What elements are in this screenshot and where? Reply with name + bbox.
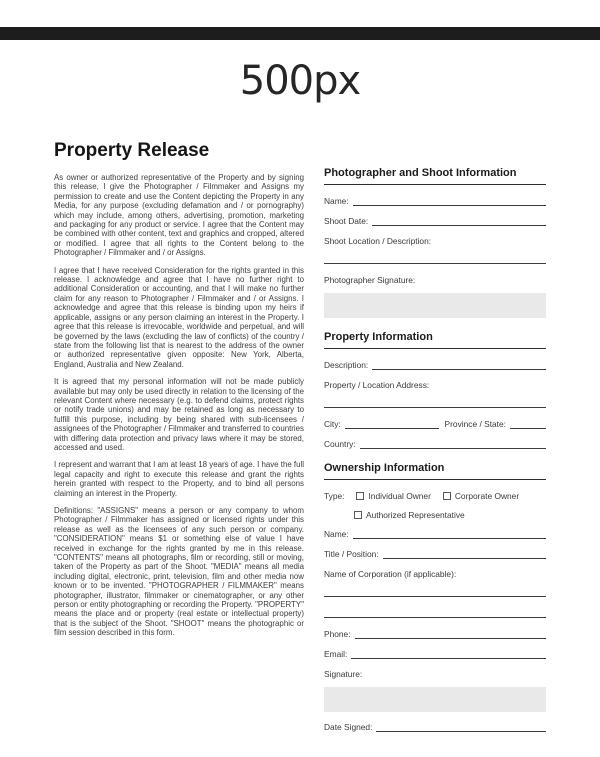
brand-logo: 500px bbox=[239, 58, 361, 104]
shoot-location-label: Shoot Location / Description: bbox=[324, 236, 432, 246]
page-title: Property Release bbox=[54, 140, 210, 161]
individual-owner-label: Individual Owner bbox=[368, 491, 431, 501]
property-description-input-line[interactable] bbox=[372, 361, 546, 370]
corporation-name-label: Name of Corporation (if applicable): bbox=[324, 569, 457, 579]
province-state-input-line[interactable] bbox=[510, 420, 546, 429]
owner-signature-label: Signature: bbox=[324, 669, 363, 679]
owner-name-field bbox=[324, 529, 546, 539]
corporate-owner-label: Corporate Owner bbox=[454, 491, 520, 501]
title-position-input-line[interactable] bbox=[383, 550, 546, 559]
shoot-date-input-line[interactable] bbox=[372, 217, 546, 226]
date-signed-field bbox=[324, 722, 546, 732]
section-heading-property: Property Information bbox=[324, 331, 546, 349]
title-position-label: Title / Position: bbox=[324, 549, 379, 559]
owner-type-field bbox=[324, 491, 546, 501]
checkbox-authorized-representative[interactable] bbox=[354, 511, 362, 519]
property-description-label: Description: bbox=[324, 360, 369, 370]
release-text-column bbox=[54, 140, 304, 742]
release-paragraph-4: I represent and warrant that I am at least 18 years of age. I have the full legal capacity and right to execute this release and grant the rights herein granted with respect to the Property, and to bind all persons claiming an interest in the Property. bbox=[54, 460, 305, 498]
phone-field bbox=[324, 629, 546, 639]
country-field bbox=[324, 439, 546, 449]
owner-signature-box[interactable] bbox=[324, 687, 546, 712]
photographer-name-field bbox=[324, 196, 546, 206]
property-description-field bbox=[324, 360, 546, 370]
corporation-name-input-line-1[interactable] bbox=[324, 587, 546, 597]
checkbox-individual-owner[interactable] bbox=[356, 492, 364, 500]
release-paragraph-3: It is agreed that my personal information will not be made publicly available but may only be used directly in relation to the licensing of the relevant Content where necessary (e.g. to defend claims, protect rights or notify trade unions) and may be retained as long as necessary to fulfill this purpose, including by being shared with sub-licensees / assignees of the Photographer / Filmmaker and transferred to countries with differing data protection and privacy laws where it may be stored, accessed and used. bbox=[54, 377, 304, 452]
shoot-date-field bbox=[324, 216, 546, 226]
authorized-representative-field bbox=[354, 510, 546, 520]
country-input-line[interactable] bbox=[360, 440, 546, 449]
email-label: Email: bbox=[324, 649, 348, 659]
city-input-line[interactable] bbox=[345, 420, 439, 429]
country-label: Country: bbox=[324, 439, 356, 449]
title-position-field bbox=[324, 549, 546, 559]
date-signed-label: Date Signed: bbox=[324, 722, 373, 732]
property-address-label: Property / Location Address: bbox=[324, 380, 430, 390]
corporation-name-input-line-2[interactable] bbox=[324, 608, 546, 618]
date-signed-input-line[interactable] bbox=[376, 723, 546, 732]
section-heading-ownership: Ownership Information bbox=[324, 462, 546, 480]
city-province-field bbox=[324, 419, 546, 429]
email-input-line[interactable] bbox=[351, 650, 546, 659]
release-paragraph-5: Definitions: "ASSIGNS" means a person or any company to whom Photographer / Filmmaker has assigned or licensed rights under this release as well as the licensees of any such person or company. "CONSIDERATION" means $1 or something else of value I have received in exchange for the rights granted by me in this release. "CONTENTS" means all photographs, film or recording, still or moving, taken of the Property as part of the Shoot. "MEDIA" means all media including digital, electronic, print, television, film and other media now known or to be invented. "PHOTOGRAPHER / FILMMAKER" means photographer, illustrator, filmmaker or cinematographer, or any other person or entity photographing or recording the Property. "PROPERTY" means the place and or property (real estate or intellectual property) that is the subject of the Shoot. "SHOOT" means the photographic or film session described in this form. bbox=[54, 506, 304, 638]
phone-input-line[interactable] bbox=[355, 630, 546, 639]
document-body bbox=[0, 140, 600, 742]
top-bar bbox=[0, 27, 600, 40]
section-photographer-shoot-info bbox=[324, 167, 546, 318]
phone-label: Phone: bbox=[324, 629, 351, 639]
photographer-signature-box[interactable] bbox=[324, 293, 546, 318]
section-heading-photographer: Photographer and Shoot Information bbox=[324, 167, 546, 185]
photographer-name-input-line[interactable] bbox=[353, 197, 546, 206]
province-state-label: Province / State: bbox=[444, 419, 506, 429]
shoot-location-input-line[interactable] bbox=[324, 254, 546, 264]
city-label: City: bbox=[324, 419, 341, 429]
owner-type-label: Type: bbox=[324, 491, 345, 501]
section-property-info bbox=[324, 331, 546, 449]
photographer-name-label: Name: bbox=[324, 196, 349, 206]
release-paragraph-2: I agree that I have received Consideration for the rights granted in this release. I acknowledge and agree that I have no further right to additional Consideration or accounting, and that I will make no further claim for any reason to Photographer / Filmmaker and / or Assigns. I acknowledge and agree that this release is binding upon my heirs if applicable, assigns or any person claiming an interest in the Property. I agree that this release is irrevocable, worldwide and perpetual, and will be governed by the laws (excluding the law of conflicts) of the country / state from the following list that is nearest to the address of the owner or authorized representative given opposite: New York, Alberta, England, Australia and New Zealand. bbox=[54, 265, 304, 369]
release-paragraph-1: As owner or authorized representative of the Property and by signing this release, I give the Photographer / Filmmaker and Assigns my permission to create and use the Content depicting the Property in any Media, for any purpose (excluding defamation and / or pornography) which may include, among others, advertising, promotion, marketing and packaging for any product or service. I agree that the Content may be combined with other content, text and graphics and cropped, altered or modified. I agree that all rights to the Content belong to the Photographer / Filmmaker and / or Assigns. bbox=[54, 173, 304, 258]
property-address-input-line[interactable] bbox=[324, 398, 546, 408]
form-column bbox=[324, 140, 546, 742]
section-ownership-info bbox=[324, 462, 546, 732]
authorized-representative-label: Authorized Representative bbox=[366, 510, 465, 520]
owner-name-label: Name: bbox=[324, 529, 349, 539]
checkbox-corporate-owner[interactable] bbox=[443, 492, 451, 500]
owner-name-input-line[interactable] bbox=[353, 530, 546, 539]
shoot-date-label: Shoot Date: bbox=[324, 216, 369, 226]
email-field bbox=[324, 649, 546, 659]
photographer-signature-label: Photographer Signature: bbox=[324, 275, 416, 285]
